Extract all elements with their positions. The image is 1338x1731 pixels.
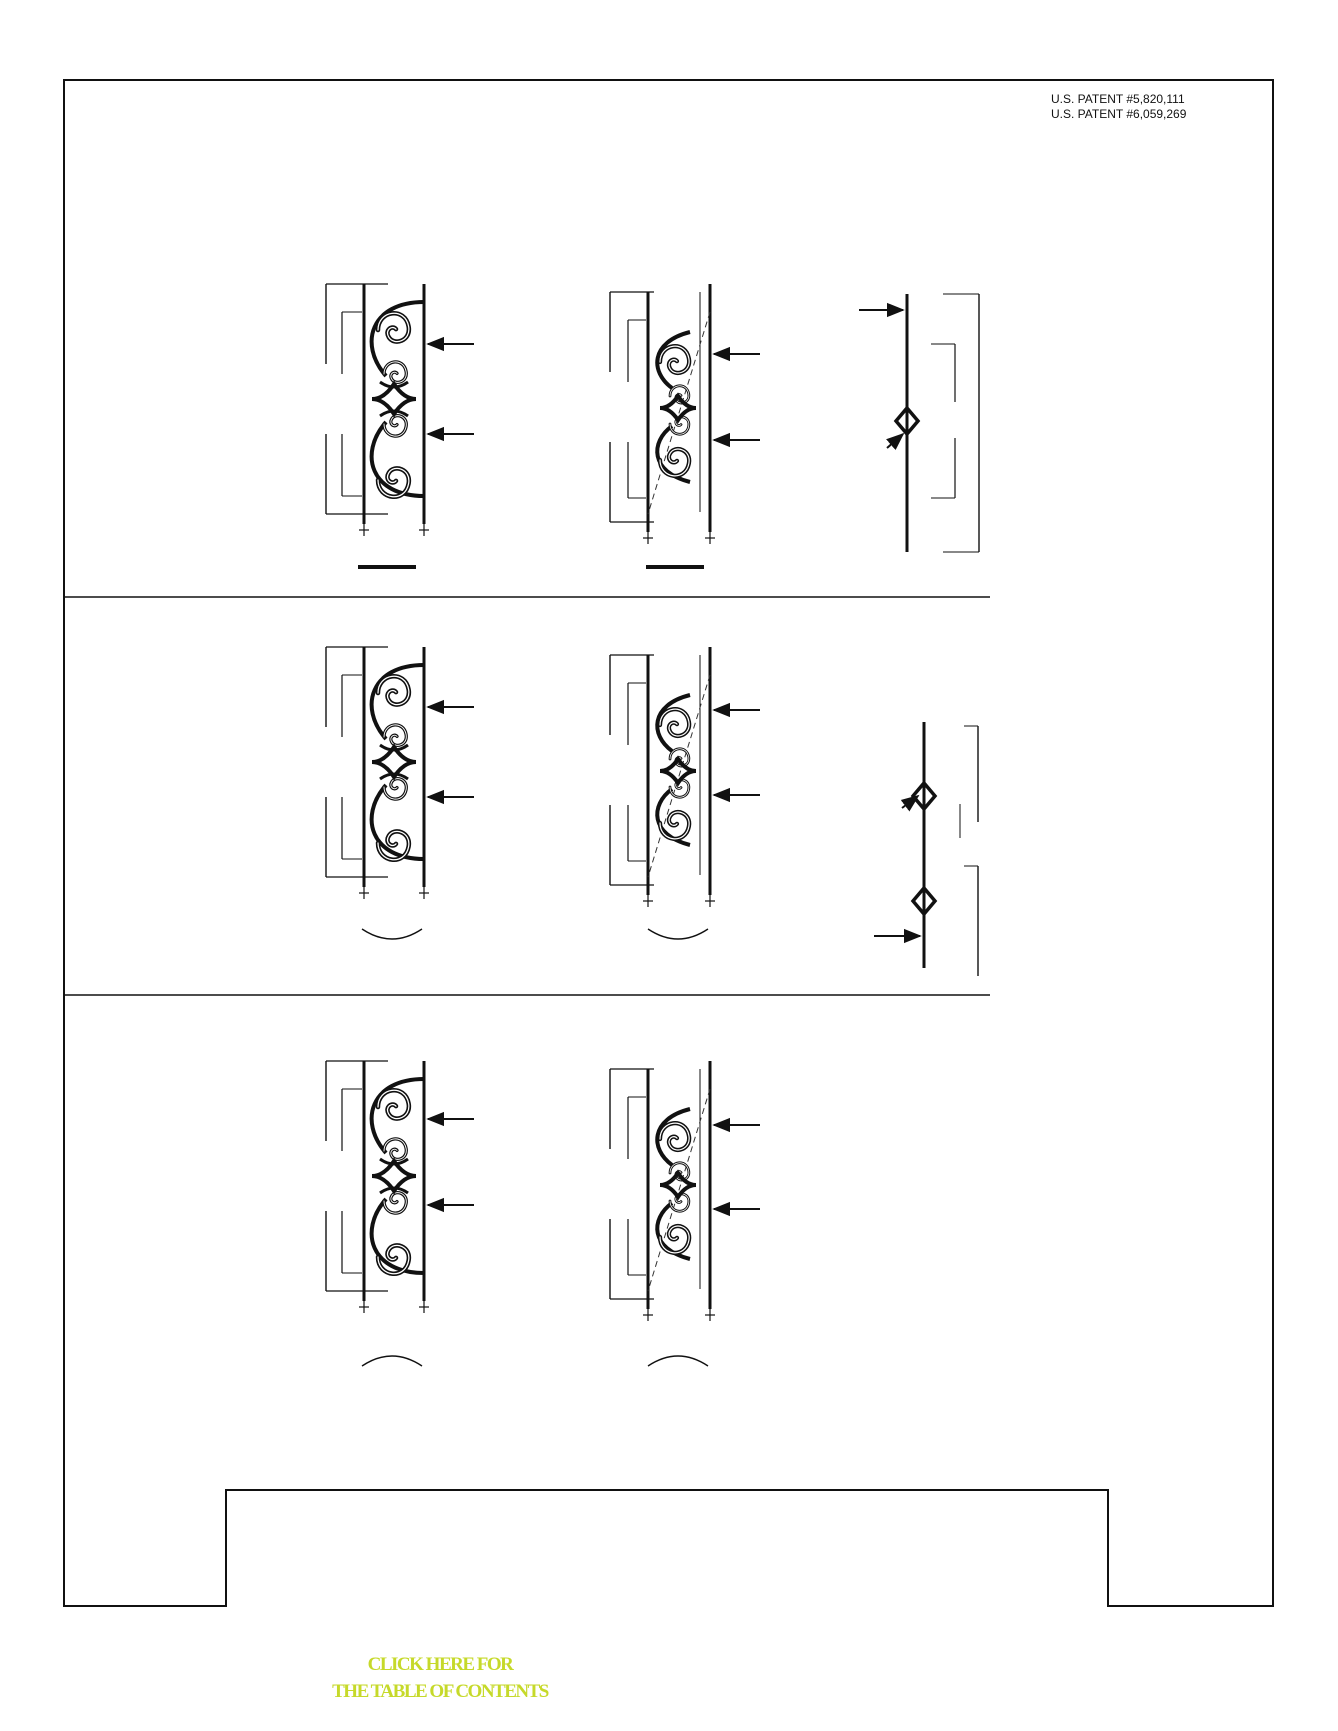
patent-notice (1051, 92, 1186, 122)
base-symbol-arc-down (644, 925, 714, 945)
arc-down-symbol (648, 929, 708, 939)
base-symbol-arc-down (358, 925, 428, 945)
patent-number: U.S. PATENT #6,059,269 (1051, 107, 1187, 121)
patent-number: U.S. PATENT #5,820,111 (1051, 92, 1185, 106)
stair-scroll-panel (604, 645, 764, 945)
arc-down-symbol (362, 929, 422, 939)
table-of-contents-link[interactable] (300, 1651, 580, 1705)
callout-arrow (887, 434, 903, 448)
arc-up-symbol (362, 1356, 422, 1366)
base-symbol-flat-bar (646, 564, 710, 572)
toc-link-line-2: THE TABLE OF CONTENTS (332, 1681, 548, 1702)
base-symbol-arc-up (644, 1350, 714, 1370)
toc-link-line-1: CLICK HERE FOR (367, 1654, 513, 1675)
stair-scroll-panel (604, 1059, 764, 1359)
flat-bar-symbol (646, 565, 704, 569)
flat-bar-symbol (358, 565, 416, 569)
arc-up-symbol (648, 1356, 708, 1366)
straight-scroll-panel (320, 1057, 480, 1357)
straight-scroll-panel (320, 643, 480, 943)
base-symbol-arc-up (358, 1350, 428, 1370)
single-knuckle-baluster (855, 290, 995, 560)
callout-arrow (902, 796, 918, 808)
stair-scroll-panel (604, 282, 764, 582)
base-symbol-flat-bar (358, 564, 422, 572)
double-knuckle-baluster (868, 718, 998, 978)
straight-scroll-panel (320, 280, 480, 580)
